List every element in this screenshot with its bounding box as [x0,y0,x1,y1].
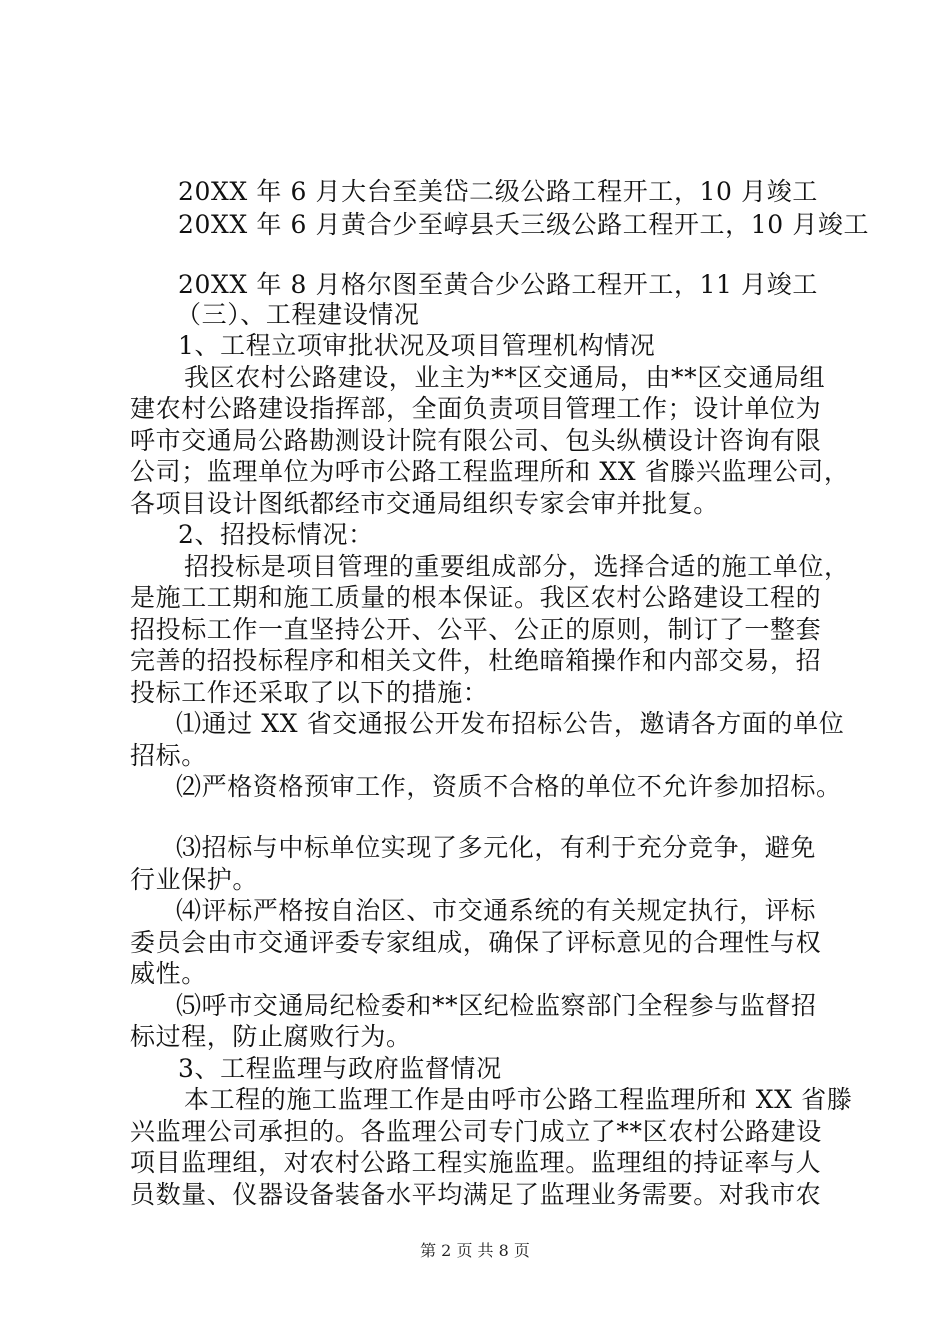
text-line: 招投标工作一直坚持公开、公平、公正的原则，制订了一整套 [130,615,822,644]
text-line: 本工程的施工监理工作是由呼市公路工程监理所和 XX 省滕 [184,1085,853,1114]
subsection-heading: 2、招投标情况： [178,520,374,549]
text-line: 委员会由市交通评委专家组成，确保了评标意见的合理性与权 [130,928,822,957]
text-line: 标过程，防止腐败行为。 [130,1022,412,1051]
page-number-footer: 第 2 页 共 8 页 [420,1241,530,1260]
text-line: 招标。 [130,741,207,770]
text-line: 我区农村公路建设，业主为**区交通局，由**区交通局组 [184,363,826,392]
subsection-heading: 3、工程监理与政府监督情况 [178,1054,502,1083]
text-line: 投标工作还采取了以下的措施： [130,678,489,707]
text-line: 20XX 年 6 月大台至美岱二级公路工程开工，10 月竣工 [178,177,818,206]
text-line: 威性。 [130,959,207,988]
list-item: ⑴通过 XX 省交通报公开发布招标公告，邀请各方面的单位 [176,709,845,738]
text-line: 20XX 年 8 月格尔图至黄合少公路工程开工，11 月竣工 [178,270,818,299]
text-line: 各项目设计图纸都经市交通局组织专家会审并批复。 [130,489,719,518]
list-item: ⑷评标严格按自治区、市交通系统的有关规定执行，评标 [176,896,817,925]
text-line: 呼市交通局公路勘测设计院有限公司、包头纵横设计咨询有限 [130,426,822,455]
text-line: 行业保护。 [130,865,259,894]
text-line: 建农村公路建设指挥部，全面负责项目管理工作；设计单位为 [130,394,822,423]
text-line: 是施工工期和施工质量的根本保证。我区农村公路建设工程的 [130,583,822,612]
text-line: 完善的招投标程序和相关文件，杜绝暗箱操作和内部交易，招 [130,646,822,675]
text-line: 员数量、仪器设备装备水平均满足了监理业务需要。对我市农 [130,1180,822,1209]
list-item: ⑵严格资格预审工作，资质不合格的单位不允许参加招标。 [176,772,842,801]
list-item: ⑶招标与中标单位实现了多元化，有利于充分竞争，避免 [176,833,817,862]
section-heading: （三）、工程建设情况 [176,300,420,329]
text-line: 公司；监理单位为呼市公路工程监理所和 XX 省滕兴监理公司， [130,457,850,486]
text-line: 项目监理组，对农村公路工程实施监理。监理组的持证率与人 [130,1148,822,1177]
subsection-heading: 1、工程立项审批状况及项目管理机构情况 [178,331,656,360]
text-line: 招投标是项目管理的重要组成部分，选择合适的施工单位， [184,552,850,581]
text-line: 20XX 年 6 月黄合少至崞县夭三级公路工程开工，10 月竣工 [178,210,870,239]
list-item: ⑸呼市交通局纪检委和**区纪检监察部门全程参与监督招 [176,991,817,1020]
text-line: 兴监理公司承担的。各监理公司专门成立了**区农村公路建设 [130,1117,822,1146]
